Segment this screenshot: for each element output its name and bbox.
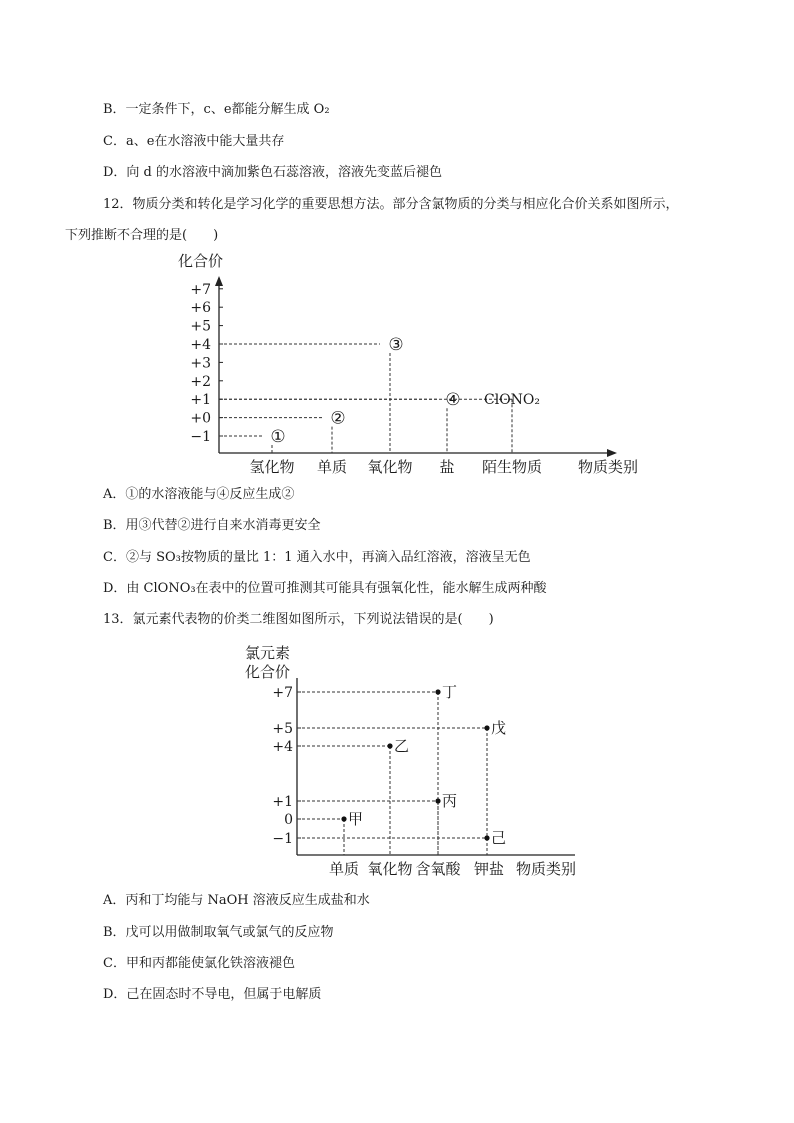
- q12-valence-chart: [170, 248, 660, 483]
- q13-option-b: B．戊可以用做制取氧气或氯气的反应物: [103, 925, 334, 940]
- data-point: [435, 689, 440, 694]
- q12-option-c: C．②与 SO₃按物质的量比 1：1 通入水中，再滴入品红溶液，溶液呈无色: [103, 550, 531, 565]
- q12-option-a: A．①的水溶液能与④反应生成②: [103, 487, 295, 502]
- category-label: 氧化物: [367, 860, 413, 878]
- q13-xlabel: 物质类别: [516, 860, 577, 878]
- category-label: 陌生物质: [481, 458, 543, 476]
- point-marker-氢化物: ①: [270, 427, 286, 447]
- q11-option-d: D．向 d 的水溶液中滴加紫色石蕊溶液，溶液先变蓝后褪色: [103, 165, 443, 180]
- point-label: 丁: [442, 683, 458, 701]
- category-label: 钾盐: [473, 860, 505, 878]
- point-label: 乙: [394, 737, 410, 755]
- y-tick-label: +3: [190, 355, 211, 372]
- data-point: [484, 725, 489, 730]
- category-label: 盐: [439, 458, 455, 476]
- q13-ylabel-line2: 化合价: [245, 663, 291, 681]
- point-label: 丙: [442, 792, 458, 810]
- y-tick-label: +4: [190, 337, 211, 353]
- q12-xlabel: 物质类别: [578, 458, 639, 476]
- category-label: 氧化物: [367, 458, 413, 476]
- y-tick-label: +7: [272, 685, 293, 701]
- y-tick-label: +6: [190, 300, 211, 317]
- x-axis-arrow: [607, 449, 617, 457]
- point-label: 己: [491, 829, 507, 847]
- category-label: 氢化物: [249, 458, 295, 476]
- q13-option-d: D．己在固态时不导电，但属于电解质: [103, 987, 322, 1002]
- q13-stem: 13．氯元素代表物的价类二维图如图所示，下列说法错误的是( ): [103, 612, 494, 627]
- y-tick-label: 0: [284, 812, 293, 828]
- q12-option-d: D．由 ClONO₃在表中的位置可推测其可能具有强氧化性，能水解生成两种酸: [103, 581, 547, 596]
- q11-option-b: B．一定条件下，c、e都能分解生成 O₂: [103, 102, 330, 117]
- point-marker-盐: ④: [445, 390, 461, 411]
- data-point: [387, 743, 392, 748]
- category-label: 单质: [328, 860, 360, 878]
- y-tick-label: +0: [190, 410, 211, 427]
- y-tick-label: +7: [190, 281, 211, 298]
- data-point: [341, 816, 346, 821]
- y-axis-arrow: [215, 276, 223, 286]
- data-point: [484, 835, 489, 840]
- category-label: 单质: [316, 458, 348, 476]
- point-label: 戊: [491, 719, 507, 737]
- y-tick-label: −1: [272, 831, 293, 847]
- q12-stem-line2: 下列推断不合理的是( ): [65, 228, 219, 243]
- q11-option-c: C．a、e在水溶液中能大量共存: [103, 134, 285, 149]
- y-tick-label: +2: [190, 373, 211, 390]
- q13-option-a: A．丙和丁均能与 NaOH 溶液反应生成盐和水: [103, 893, 370, 908]
- q12-ylabel: 化合价: [178, 252, 224, 270]
- category-label: 含氧酸: [415, 860, 461, 878]
- q13-option-c: C．甲和丙都能使氯化铁溶液褪色: [103, 956, 295, 971]
- q13-ylabel-line1: 氯元素: [245, 644, 291, 662]
- q12-stem-line1: 12．物质分类和转化是学习化学的重要思想方法。部分含氯物质的分类与相应化合价关系如图所示，: [103, 197, 679, 212]
- y-tick-label: +5: [190, 318, 211, 335]
- y-tick-label: +4: [272, 739, 293, 755]
- y-tick-label: +1: [272, 794, 293, 810]
- point-marker-单质: ②: [330, 408, 346, 429]
- y-tick-label: +5: [272, 721, 293, 737]
- y-tick-label: +1: [190, 392, 211, 409]
- data-point: [435, 798, 440, 803]
- point-label: 甲: [348, 810, 364, 828]
- y-tick-label: −1: [190, 429, 211, 445]
- point-marker-氧化物: ③: [388, 335, 404, 355]
- q12-option-b: B．用③代替②进行自来水消毒更安全: [103, 518, 321, 533]
- point-label: ClONO₂: [484, 392, 541, 409]
- q13-valence-chart: [240, 640, 600, 885]
